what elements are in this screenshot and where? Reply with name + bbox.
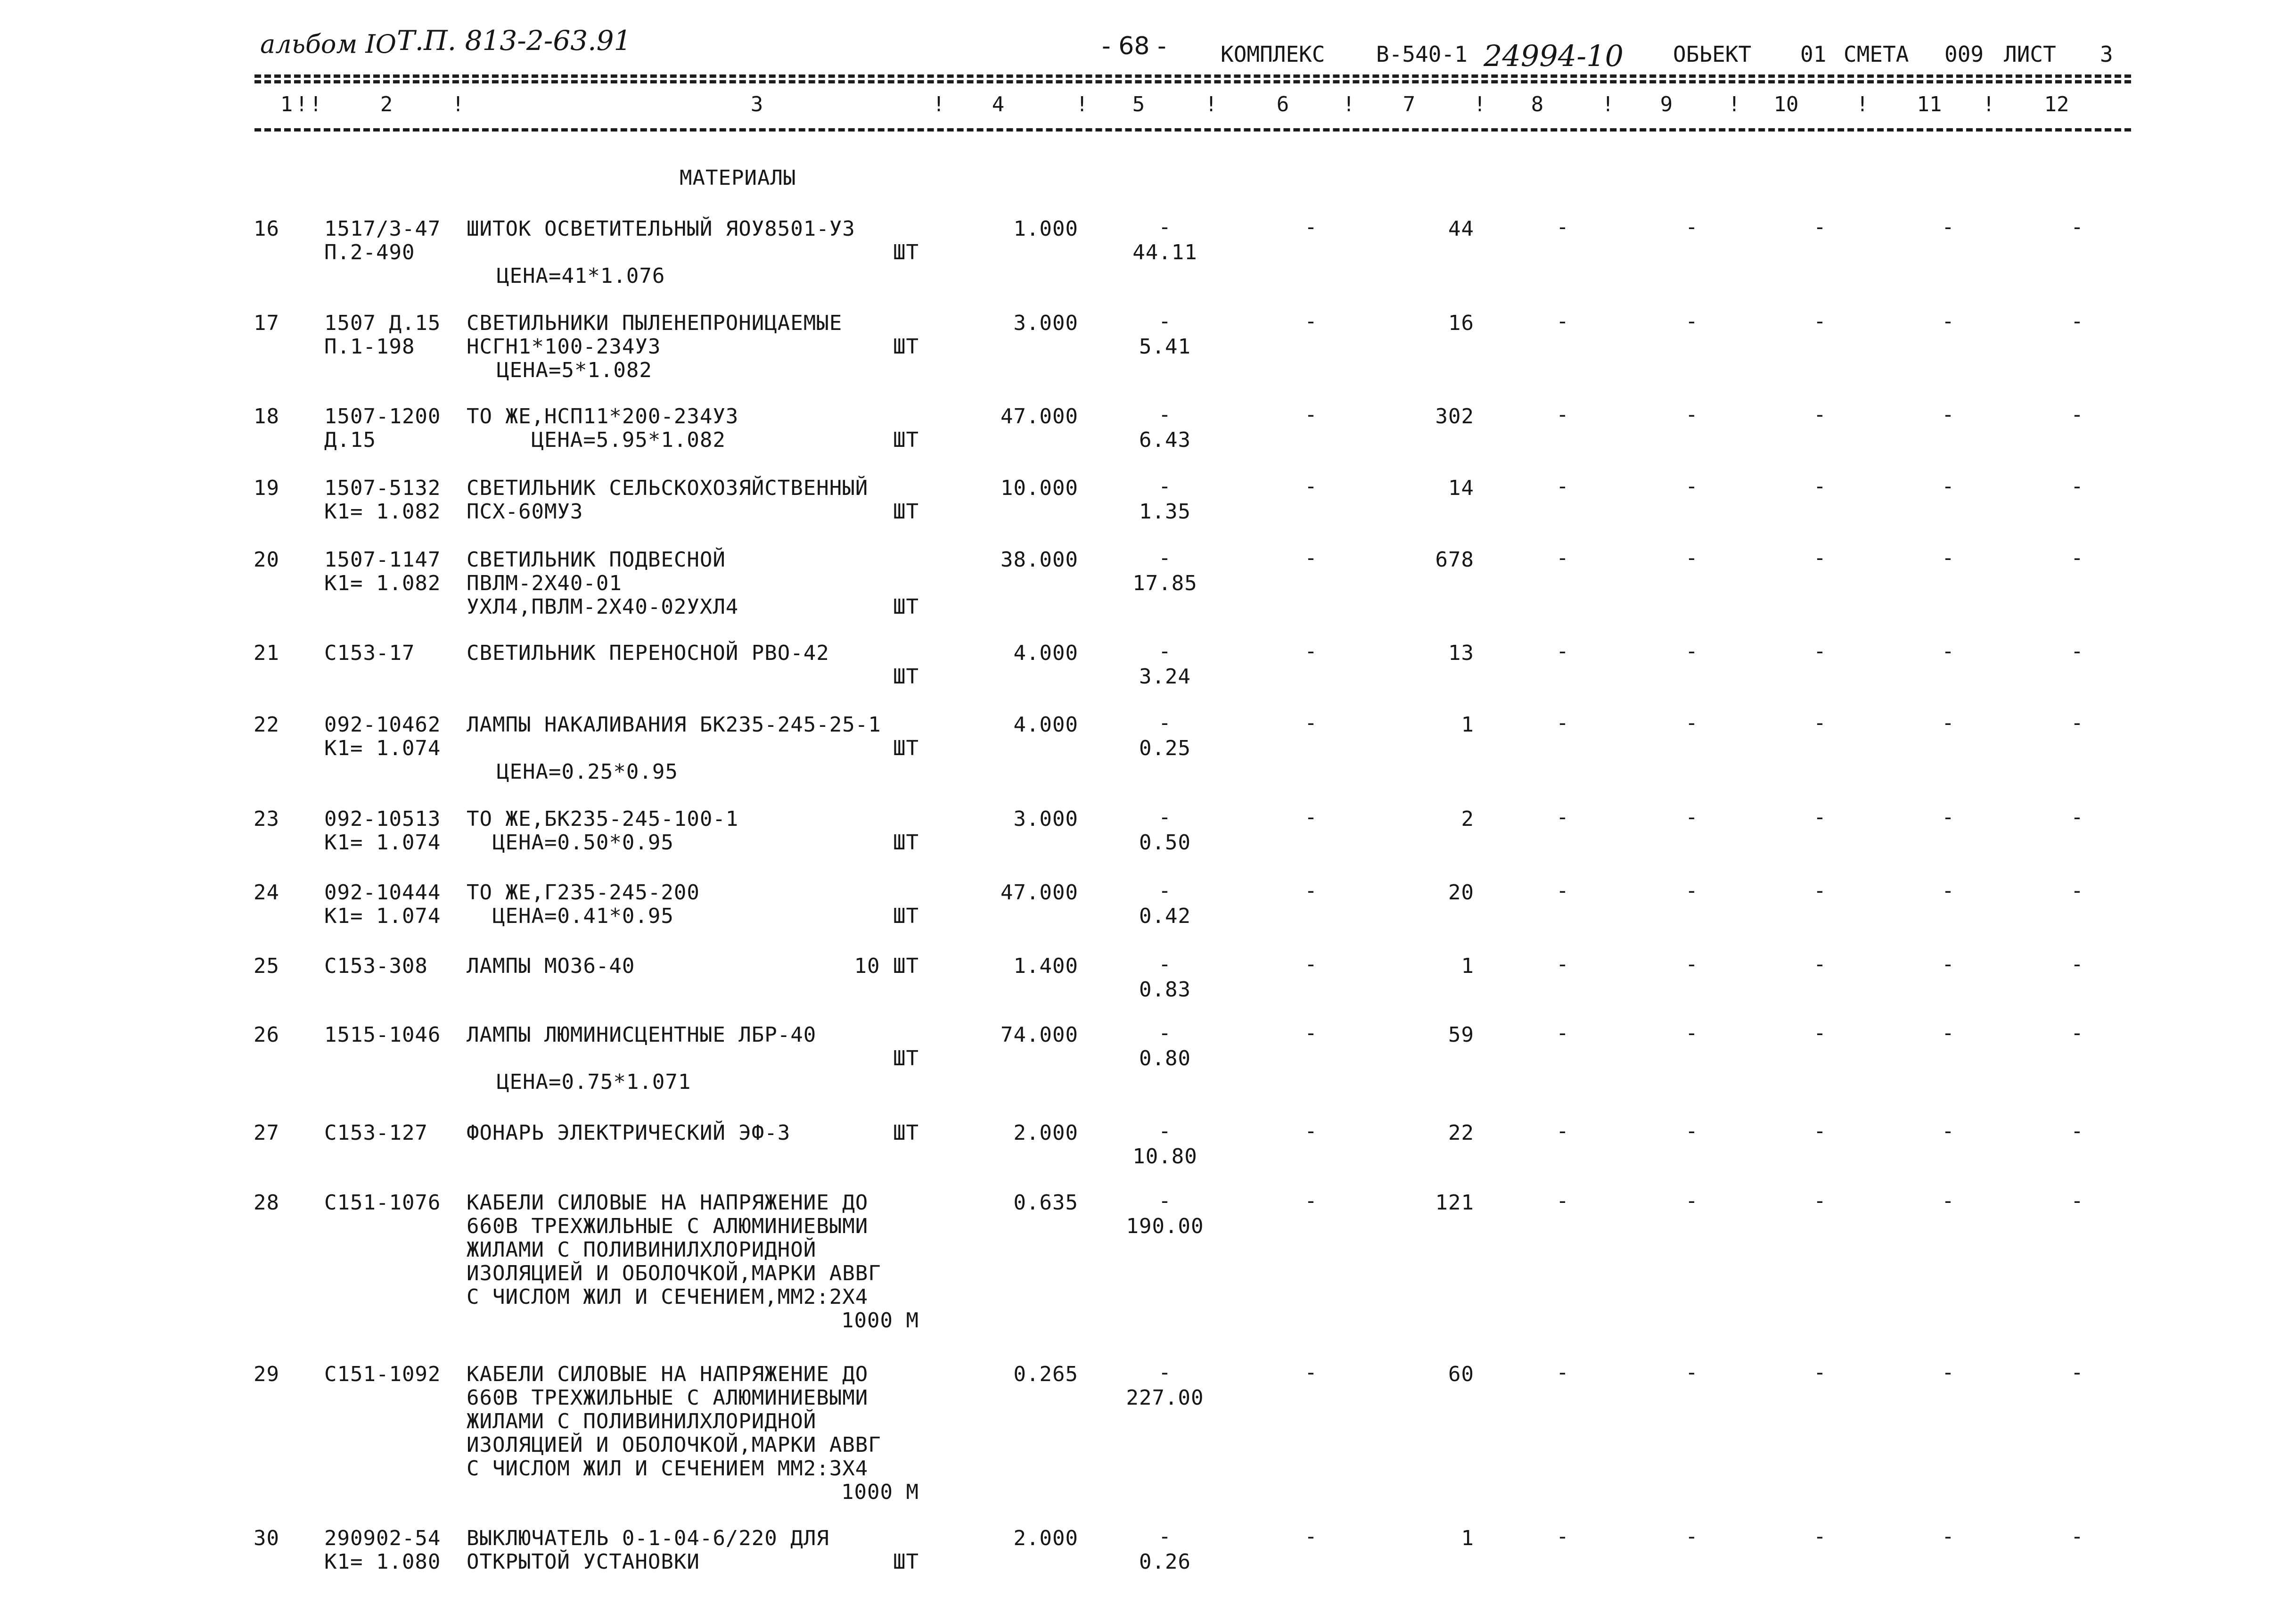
row-description: СВЕТИЛЬНИКИ ПЫЛЕНЕПРОНИЦАЕМЫЕ [467,311,843,335]
row-code: 092-10513 [324,807,441,831]
row-empty-dash: - [1942,1119,1955,1143]
row-col6-dash: - [1304,879,1318,903]
row-empty-dash: - [2071,1021,2084,1045]
column-separator: ! [1205,92,1218,116]
row-empty-dash: - [1942,215,1955,239]
row-unit: ШТ [893,595,919,619]
row-description: С ЧИСЛОМ ЖИЛ И СЕЧЕНИЕМ,ММ2:2Х4 [467,1285,869,1309]
row-description: ТО ЖЕ,БК235-245-100-1 [467,807,739,831]
row-number: 30 [254,1526,279,1550]
row-empty-dash: - [1813,1189,1827,1213]
row-unit: ШТ [893,335,919,359]
row-empty-dash: - [1942,309,1955,333]
row-empty-dash: - [1556,1119,1569,1143]
row-unit-cost: 227.00 [1126,1386,1204,1410]
row-unit-cost: 5.41 [1139,335,1191,359]
row-empty-dash: - [1813,639,1827,663]
column-number: 1 [280,92,293,116]
row-description: ВЫКЛЮЧАТЕЛЬ 0-1-04-6/220 ДЛЯ [467,1526,829,1550]
row-total-cost: 678 [1435,548,1474,572]
row-code: 1507 Д.15 [324,311,441,335]
row-empty-dash: - [1556,1189,1569,1213]
row-empty-dash: - [1813,711,1827,735]
row-col6-dash: - [1304,215,1318,239]
row-unit-cost: 6.43 [1139,428,1191,452]
row-code: 1507-5132 [324,476,441,500]
row-code: 1515-1046 [324,1023,441,1047]
section-title: МАТЕРИАЛЫ [680,166,796,190]
row-quantity: 2.000 [1013,1121,1078,1145]
row-total-cost: 16 [1448,311,1474,335]
row-description: ФОНАРЬ ЭЛЕКТРИЧЕСКИЙ ЭФ-3 [467,1121,791,1145]
row-col6-dash: - [1304,1360,1318,1384]
row-price-formula: ЦЕНА=0.25*0.95 [497,760,678,784]
row-col5-dash: - [1158,805,1172,829]
row-code: К1= 1.082 [324,571,441,595]
row-total-cost: 44 [1448,217,1474,241]
row-code: С151-1092 [324,1362,441,1386]
column-separator: ! [1075,92,1089,116]
row-number: 19 [254,476,279,500]
row-unit: ШТ [893,428,919,452]
row-empty-dash: - [1685,1360,1698,1384]
row-quantity: 0.265 [1013,1362,1078,1386]
row-description: ЖИЛАМИ С ПОЛИВИНИЛХЛОРИДНОЙ [467,1238,817,1262]
smeta-label: СМЕТА [1844,41,1909,67]
column-number: 5 [1132,92,1145,116]
column-number: 11 [1917,92,1942,116]
column-separator: ! [1856,92,1869,116]
row-description: ЛАМПЫ НАКАЛИВАНИЯ БК235-245-25-1 [467,713,881,737]
column-number: 7 [1402,92,1416,116]
row-description: УХЛ4,ПВЛМ-2Х40-02УХЛ4 [467,595,739,619]
row-empty-dash: - [1813,1524,1827,1548]
header-rule-top [254,74,2131,78]
row-empty-dash: - [1556,879,1569,903]
column-separator: ! [309,92,322,116]
row-quantity: 0.635 [1013,1191,1078,1215]
row-code: С153-127 [324,1121,428,1145]
row-code: П.1-198 [324,335,415,359]
row-quantity: 1.400 [1013,954,1078,978]
row-code: 092-10462 [324,713,441,737]
row-unit: 1000 М [841,1480,919,1504]
row-col5-dash: - [1158,639,1172,663]
row-code: К1= 1.082 [324,500,441,524]
row-col5-dash: - [1158,1119,1172,1143]
row-unit-cost: 3.24 [1139,665,1191,689]
row-quantity: 10.000 [1000,476,1078,500]
row-description: ПВЛМ-2Х40-01 [467,571,622,595]
album-label: альбом IO [260,29,396,59]
row-number: 21 [254,641,279,665]
row-empty-dash: - [1685,215,1698,239]
row-empty-dash: - [2071,1119,2084,1143]
row-description: ЛАМПЫ ЛЮМИНИСЦЕНТНЫЕ ЛБР-40 [467,1023,817,1047]
row-description: ЦЕНА=5.95*1.082 [467,428,726,452]
row-number: 22 [254,713,279,737]
row-empty-dash: - [1556,546,1569,570]
row-col5-dash: - [1158,1524,1172,1548]
row-empty-dash: - [1685,1189,1698,1213]
row-unit: ШТ [893,1121,919,1145]
row-description: ОТКРЫТОЙ УСТАНОВКИ [467,1550,700,1574]
row-empty-dash: - [1556,403,1569,427]
row-col5-dash: - [1158,711,1172,735]
row-empty-dash: - [1685,952,1698,976]
row-empty-dash: - [2071,711,2084,735]
row-number: 24 [254,880,279,905]
row-unit-cost: 0.50 [1139,831,1191,855]
complex-handwritten: 24994-10 [1484,39,1624,73]
row-number: 27 [254,1121,279,1145]
row-col5-dash: - [1158,1189,1172,1213]
row-empty-dash: - [1942,1524,1955,1548]
row-description: ТО ЖЕ,Г235-245-200 [467,880,700,905]
row-quantity: 4.000 [1013,713,1078,737]
page-number: - 68 - [1102,32,1166,60]
row-empty-dash: - [2071,546,2084,570]
row-unit-cost: 10.80 [1132,1144,1197,1168]
row-description: КАБЕЛИ СИЛОВЫЕ НА НАПРЯЖЕНИЕ ДО [467,1191,869,1215]
row-empty-dash: - [1813,403,1827,427]
row-empty-dash: - [1813,1021,1827,1045]
row-quantity: 74.000 [1000,1023,1078,1047]
row-empty-dash: - [2071,309,2084,333]
row-empty-dash: - [2071,215,2084,239]
complex-code: В-540-1 [1376,41,1468,67]
row-number: 25 [254,954,279,978]
row-unit: ШТ [893,500,919,524]
row-total-cost: 14 [1448,476,1474,500]
row-unit: ШТ [893,831,919,855]
row-empty-dash: - [1685,1524,1698,1548]
row-description: ЛАМПЫ МО36-40 [467,954,635,978]
row-code: 290902-54 [324,1526,441,1550]
row-number: 29 [254,1362,279,1386]
row-empty-dash: - [1942,879,1955,903]
row-empty-dash: - [1813,474,1827,498]
row-empty-dash: - [1556,309,1569,333]
row-col6-dash: - [1304,1021,1318,1045]
row-code: К1= 1.074 [324,904,441,928]
row-col6-dash: - [1304,805,1318,829]
row-quantity: 3.000 [1013,311,1078,335]
row-unit: ШТ [893,665,919,689]
row-empty-dash: - [1813,1119,1827,1143]
row-empty-dash: - [1556,1360,1569,1384]
row-code: С153-17 [324,641,415,665]
row-empty-dash: - [1942,1189,1955,1213]
row-empty-dash: - [1685,1021,1698,1045]
row-description: СВЕТИЛЬНИК СЕЛЬСКОХОЗЯЙСТВЕННЫЙ [467,476,869,500]
row-quantity: 1.000 [1013,217,1078,241]
row-quantity: 2.000 [1013,1526,1078,1550]
row-code: 1507-1200 [324,404,441,428]
row-empty-dash: - [1942,403,1955,427]
row-number: 20 [254,548,279,572]
row-empty-dash: - [1556,1021,1569,1045]
complex-label: КОМПЛЕКС [1221,41,1325,67]
object-value: 01 [1800,41,1827,67]
row-unit: ШТ [893,240,919,264]
row-description: ЦЕНА=0.41*0.95 [467,904,674,928]
column-separator: ! [1728,92,1741,116]
row-description: ТО ЖЕ,НСП11*200-234УЗ [467,404,739,428]
row-empty-dash: - [2071,952,2084,976]
row-col6-dash: - [1304,639,1318,663]
row-unit-cost: 1.35 [1139,500,1191,524]
row-code: 092-10444 [324,880,441,905]
row-col6-dash: - [1304,952,1318,976]
row-empty-dash: - [1556,474,1569,498]
header-rule-bottom [254,128,2131,132]
row-col5-dash: - [1158,309,1172,333]
row-description: СВЕТИЛЬНИК ПОДВЕСНОЙ [467,548,726,572]
row-quantity: 4.000 [1013,641,1078,665]
row-description: ШИТОК ОСВЕТИТЕЛЬНЫЙ ЯОУ8501-УЗ [467,217,855,241]
row-total-cost: 13 [1448,641,1474,665]
row-col6-dash: - [1304,546,1318,570]
row-empty-dash: - [1685,1119,1698,1143]
row-unit-cost: 44.11 [1132,240,1197,264]
row-total-cost: 20 [1448,880,1474,905]
row-total-cost: 121 [1435,1191,1474,1215]
row-unit: 1000 М [841,1308,919,1333]
row-empty-dash: - [1813,879,1827,903]
row-empty-dash: - [2071,403,2084,427]
row-empty-dash: - [1942,1360,1955,1384]
row-empty-dash: - [1685,403,1698,427]
row-unit: 10 ШТ [854,954,919,978]
row-total-cost: 1 [1461,1526,1474,1550]
row-description: ИЗОЛЯЦИЕЙ И ОБОЛОЧКОЙ,МАРКИ АВВГ [467,1433,881,1457]
column-separator: ! [1342,92,1355,116]
row-code: К1= 1.074 [324,831,441,855]
row-empty-dash: - [1685,474,1698,498]
row-col6-dash: - [1304,403,1318,427]
row-number: 28 [254,1191,279,1215]
row-unit-cost: 0.25 [1139,736,1191,760]
row-unit-cost: 17.85 [1132,571,1197,595]
row-unit-cost: 0.42 [1139,904,1191,928]
column-separator: ! [1601,92,1615,116]
row-empty-dash: - [1813,309,1827,333]
row-empty-dash: - [1685,309,1698,333]
row-empty-dash: - [2071,1524,2084,1548]
row-quantity: 3.000 [1013,807,1078,831]
column-number: 9 [1660,92,1673,116]
row-description: ЦЕНА=0.50*0.95 [467,831,674,855]
row-empty-dash: - [1556,805,1569,829]
row-quantity: 47.000 [1000,404,1078,428]
row-description: ПСХ-60МУЗ [467,500,583,524]
row-col5-dash: - [1158,215,1172,239]
row-code: Д.15 [324,428,376,452]
row-total-cost: 1 [1461,713,1474,737]
header-rule-top-2 [254,80,2131,83]
row-empty-dash: - [1556,711,1569,735]
row-empty-dash: - [1813,1360,1827,1384]
row-description: 660В ТРЕХЖИЛЬНЫЕ С АЛЮМИНИЕВЫМИ [467,1386,869,1410]
row-description: ИЗОЛЯЦИЕЙ И ОБОЛОЧКОЙ,МАРКИ АВВГ [467,1261,881,1285]
row-empty-dash: - [2071,1189,2084,1213]
row-description: КАБЕЛИ СИЛОВЫЕ НА НАПРЯЖЕНИЕ ДО [467,1362,869,1386]
object-label: ОБЬЕКТ [1673,41,1752,67]
smeta-value: 009 [1944,41,1984,67]
row-col5-dash: - [1158,1360,1172,1384]
row-empty-dash: - [1685,711,1698,735]
row-total-cost: 1 [1461,954,1474,978]
row-unit: ШТ [893,904,919,928]
row-description: НСГН1*100-234УЗ [467,335,661,359]
row-empty-dash: - [2071,805,2084,829]
row-col6-dash: - [1304,474,1318,498]
row-empty-dash: - [1942,474,1955,498]
tp-handwritten: Т.П. 813-2-63.91 [397,25,631,57]
row-col6-dash: - [1304,1119,1318,1143]
row-col5-dash: - [1158,474,1172,498]
row-empty-dash: - [2071,474,2084,498]
row-empty-dash: - [1685,879,1698,903]
column-number: 3 [750,92,763,116]
row-empty-dash: - [1942,1021,1955,1045]
row-number: 17 [254,311,279,335]
row-unit: ШТ [893,1046,919,1070]
row-empty-dash: - [1942,805,1955,829]
row-unit: ШТ [893,1550,919,1574]
row-empty-dash: - [1685,639,1698,663]
column-number: 2 [380,92,393,116]
row-price-formula: ЦЕНА=0.75*1.071 [497,1070,691,1094]
row-col5-dash: - [1158,403,1172,427]
column-number: 10 [1773,92,1799,116]
row-empty-dash: - [1685,805,1698,829]
column-separator: ! [295,92,308,116]
row-code: К1= 1.074 [324,736,441,760]
row-empty-dash: - [1942,952,1955,976]
list-label: ЛИСТ [2004,41,2056,67]
row-code: 1507-1147 [324,548,441,572]
row-unit-cost: 0.26 [1139,1550,1191,1574]
row-price-formula: ЦЕНА=41*1.076 [497,264,665,288]
row-price-formula: ЦЕНА=5*1.082 [497,358,652,382]
row-code: П.2-490 [324,240,415,264]
row-col5-dash: - [1158,952,1172,976]
row-description: 660В ТРЕХЖИЛЬНЫЕ С АЛЮМИНИЕВЫМИ [467,1214,869,1238]
row-total-cost: 2 [1461,807,1474,831]
row-empty-dash: - [1813,805,1827,829]
row-empty-dash: - [1942,546,1955,570]
row-empty-dash: - [1556,1524,1569,1548]
column-separator: ! [1982,92,1995,116]
row-number: 26 [254,1023,279,1047]
column-separator: ! [932,92,945,116]
row-empty-dash: - [2071,879,2084,903]
row-unit-cost: 190.00 [1126,1214,1204,1238]
row-code: 1517/3-47 [324,217,441,241]
row-description: ЖИЛАМИ С ПОЛИВИНИЛХЛОРИДНОЙ [467,1409,817,1433]
row-col6-dash: - [1304,1524,1318,1548]
row-empty-dash: - [1813,215,1827,239]
row-col5-dash: - [1158,546,1172,570]
row-empty-dash: - [1556,639,1569,663]
row-empty-dash: - [1556,215,1569,239]
row-empty-dash: - [1942,639,1955,663]
column-number: 12 [2044,92,2069,116]
column-separator: ! [1473,92,1486,116]
row-total-cost: 59 [1448,1023,1474,1047]
row-col6-dash: - [1304,309,1318,333]
row-description: С ЧИСЛОМ ЖИЛ И СЕЧЕНИЕМ ММ2:3Х4 [467,1456,869,1481]
row-number: 23 [254,807,279,831]
row-empty-dash: - [1813,952,1827,976]
row-empty-dash: - [2071,1360,2084,1384]
row-empty-dash: - [1942,711,1955,735]
row-code: К1= 1.080 [324,1550,441,1574]
row-code: С153-308 [324,954,428,978]
column-separator: ! [451,92,465,116]
row-total-cost: 60 [1448,1362,1474,1386]
row-empty-dash: - [1556,952,1569,976]
row-col5-dash: - [1158,879,1172,903]
row-quantity: 47.000 [1000,880,1078,905]
row-empty-dash: - [1813,546,1827,570]
row-number: 18 [254,404,279,428]
column-number: 8 [1531,92,1544,116]
row-empty-dash: - [2071,639,2084,663]
row-col6-dash: - [1304,1189,1318,1213]
row-total-cost: 22 [1448,1121,1474,1145]
row-number: 16 [254,217,279,241]
row-unit-cost: 0.83 [1139,978,1191,1002]
row-quantity: 38.000 [1000,548,1078,572]
row-col6-dash: - [1304,711,1318,735]
row-col5-dash: - [1158,1021,1172,1045]
row-unit: ШТ [893,736,919,760]
row-description: СВЕТИЛЬНИК ПЕРЕНОСНОЙ РВО-42 [467,641,829,665]
row-total-cost: 302 [1435,404,1474,428]
row-unit-cost: 0.80 [1139,1046,1191,1070]
row-empty-dash: - [1685,546,1698,570]
column-number: 4 [992,92,1005,116]
column-number: 6 [1276,92,1289,116]
list-value: 3 [2100,41,2113,67]
row-code: С151-1076 [324,1191,441,1215]
